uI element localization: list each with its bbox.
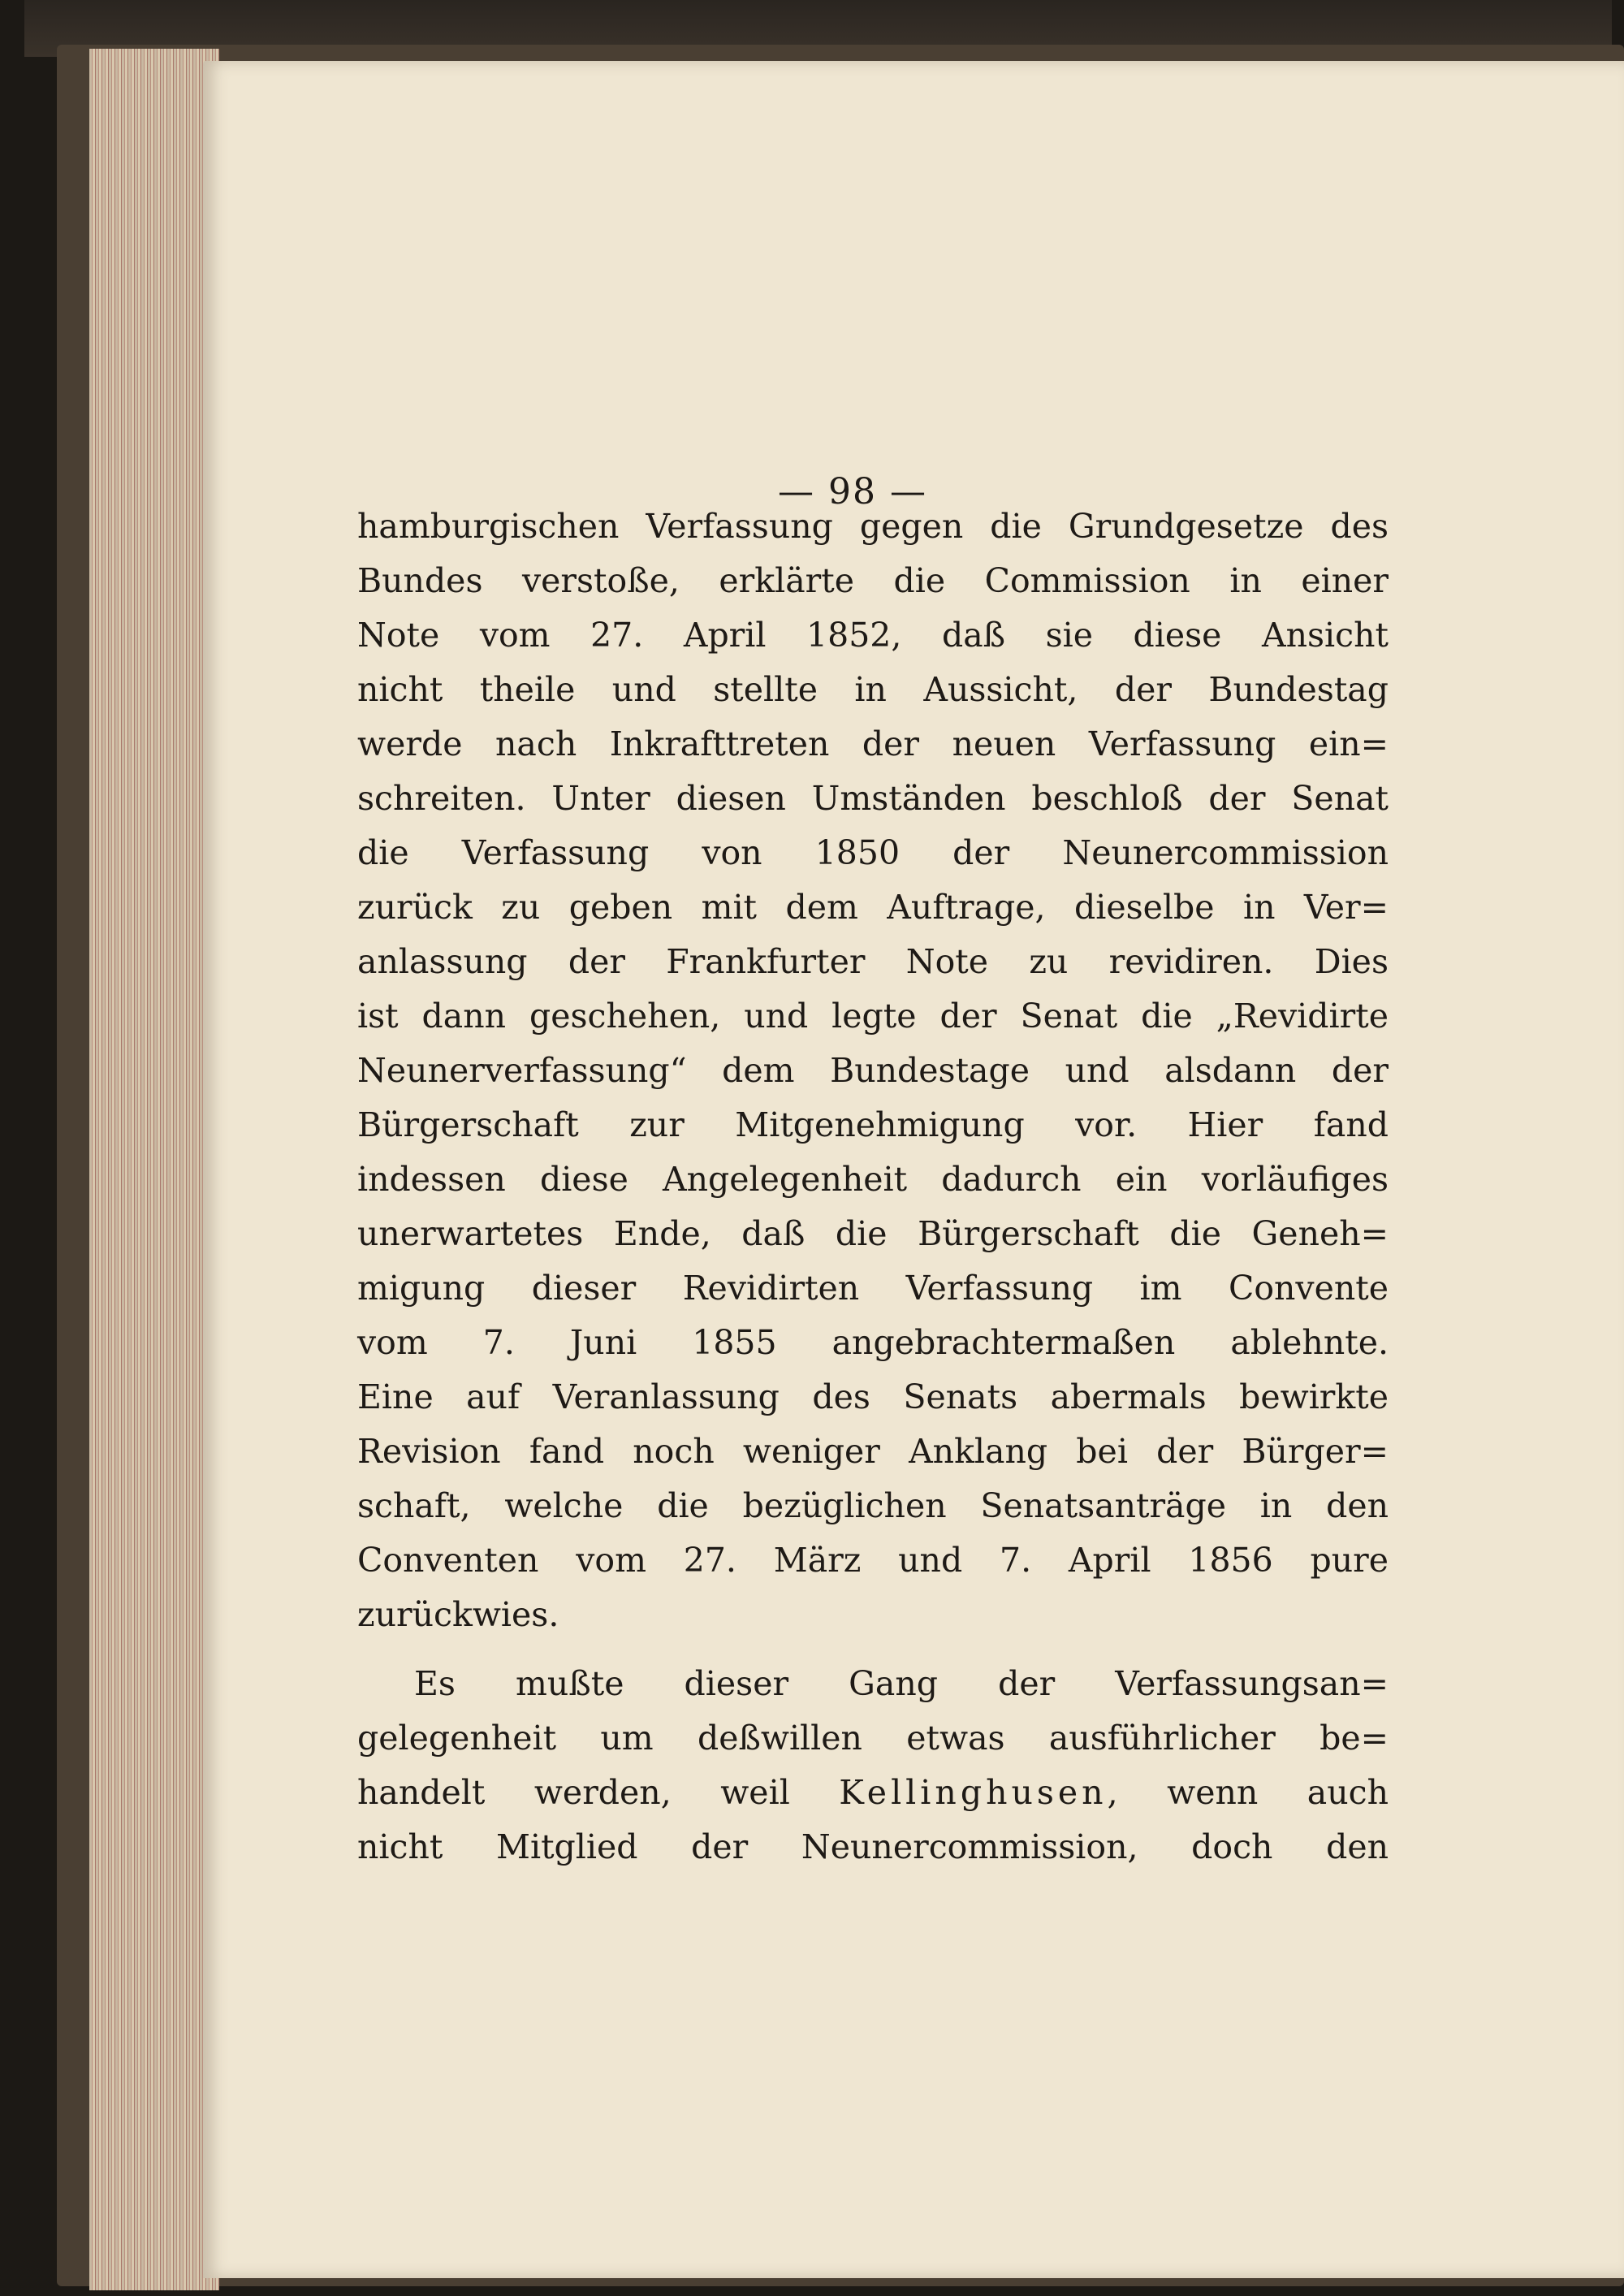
page-edges [89,49,219,2290]
text-line: unerwartetes Ende, daß die Bürgerschaft die Geneh= [357,1214,1389,1253]
text-line: hamburgischen Verfassung gegen die Grundgesetze des [357,507,1389,546]
text-line: Bürgerschaft zur Mitgenehmigung vor. Hier fand [357,1105,1389,1144]
page-number: — 98 — [778,471,927,512]
text-line [357,1766,1389,1820]
text-line: Revision fand noch weniger Anklang bei der Bürger= [357,1432,1389,1471]
text-line: Bundes verstoße, erklärte die Commission in einer [357,561,1389,600]
paragraph-gap [357,1642,1389,1657]
text-segment: handelt werden, weil [357,1773,840,1812]
text-line: Es mußte dieser Gang der Verfassungsan= [414,1664,1389,1703]
text-line: zurück zu geben mit dem Auftrage, dieselbe in Ver= [357,888,1389,927]
text-line: indessen diese Angelegenheit dadurch ein vorläufiges [357,1160,1389,1199]
text-line: ist dann geschehen, und legte der Senat die „Revidirte [357,997,1389,1036]
text-line: Conventen vom 27. März und 7. April 1856 pure [357,1541,1389,1580]
text-line: zurückwies. [357,1595,559,1634]
text-line: werde nach Inkrafttreten der neuen Verfassung ein= [357,724,1389,763]
text-line: nicht theile und stellte in Aussicht, der Bundestag [357,670,1389,709]
text-line: anlassung der Frankfurter Note zu revidiren. Dies [357,942,1389,981]
text-line: die Verfassung von 1850 der Neunercommission [357,833,1389,872]
text-line: nicht Mitglied der Neunercommission, doch den [357,1827,1389,1866]
text-line: vom 7. Juni 1855 angebrachtermaßen ablehnte. [357,1323,1389,1362]
text-line: Note vom 27. April 1852, daß sie diese Ansicht [357,616,1389,655]
text-segment: , wenn auch [1107,1773,1389,1812]
text-line: schaft, welche die bezüglichen Senatsanträge in den [357,1486,1389,1525]
text-line: Eine auf Veranlassung des Senats abermals bewirkte [357,1377,1389,1416]
paragraph [357,499,1389,1642]
paragraph [357,1657,1389,1874]
text-line: gelegenheit um deßwillen etwas ausführlicher be= [357,1719,1389,1758]
text-line: migung dieser Revidirten Verfassung im Convente [357,1269,1389,1308]
person-name: Kellinghusen [839,1773,1108,1812]
text-line: schreiten. Unter diesen Umständen beschloß der Senat [357,779,1389,818]
text-line: Neunerverfassung“ dem Bundestage und alsdann der [357,1051,1389,1090]
body-text [357,499,1389,1874]
